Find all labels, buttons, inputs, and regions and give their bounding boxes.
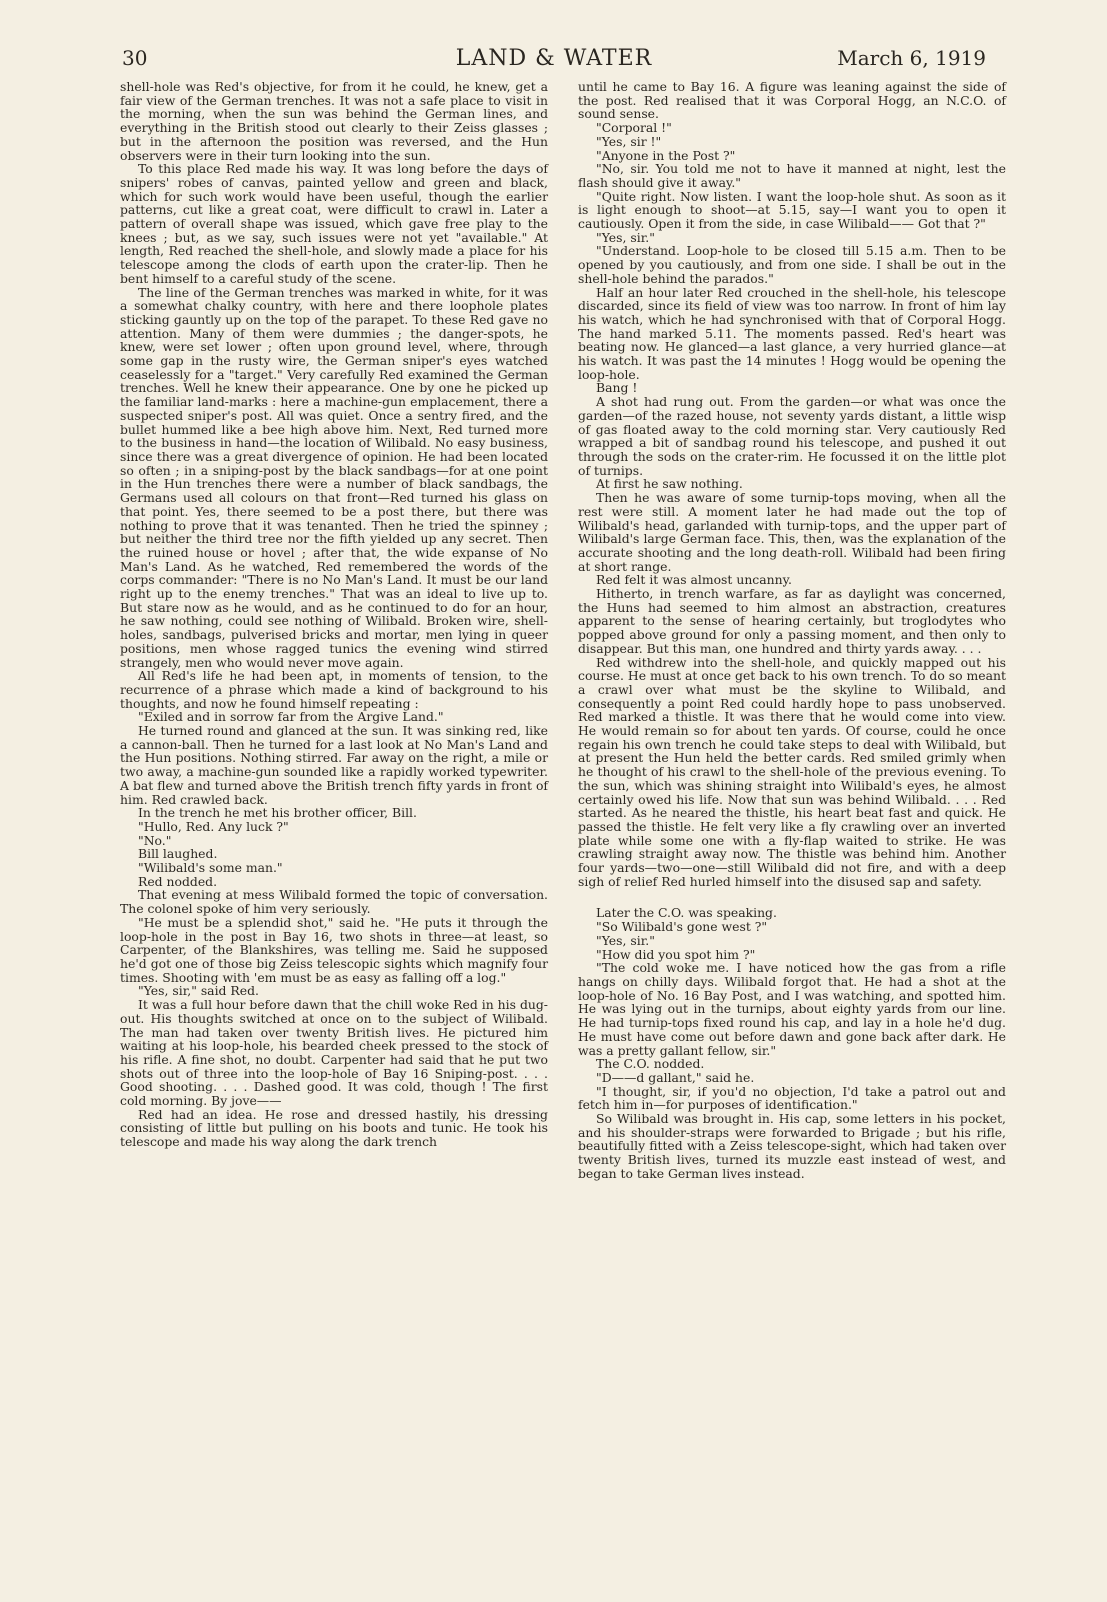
paragraph: Then he was aware of some turnip-tops moving, when all the rest were still. A moment later he had made out the top of Wilibald's head, garlanded with turnip-tops, and the upper part of Wilibald's large German face. This, then, was the explanation of the accurate shooting and the long death-roll. Wilibald had been firing at short range. bbox=[578, 490, 1006, 574]
paragraph: "Yes, sir." bbox=[596, 932, 655, 948]
paragraph: Red nodded. bbox=[138, 873, 218, 889]
paragraph: "Wilibald's some man." bbox=[138, 860, 283, 876]
right-column bbox=[578, 80, 1006, 1181]
paragraph: "Anyone in the Post ?" bbox=[596, 147, 736, 163]
paragraph: All Red's life he had been apt, in moments of tension, to the recurrence of a phrase which made a kind of background to his thoughts, and now he found himself repeating : bbox=[120, 668, 548, 711]
page-header bbox=[122, 46, 986, 76]
paragraph: Bill laughed. bbox=[138, 846, 218, 862]
paragraph: until he came to Bay 16. A figure was leaning against the side of the post. Red realised that it was Corporal Hogg, an N.C.O. of sound sense. bbox=[578, 79, 1006, 122]
paragraph: "Hullo, Red. Any luck ?" bbox=[138, 818, 289, 834]
paragraph: That evening at mess Wilibald formed the topic of conversation. The colonel spoke of him very seriously. bbox=[120, 887, 548, 917]
paragraph: The C.O. nodded. bbox=[596, 1056, 705, 1072]
paragraph: Half an hour later Red crouched in the shell-hole, his telescope discarded, since its field of view was too narrow. In front of him lay his watch, which he had synchronised with that of Corporal Hogg. The hand marked 5.11. The moments passed. Red's heart was beating now. He glanced—a last glance, a very hurried glance—at his watch. It was past the 14 minutes ! Hogg would be opening the loop-hole. bbox=[578, 284, 1006, 382]
paragraph: The line of the German trenches was marked in white, for it was a somewhat chalky country, with here and there loophole plates sticking gauntly up on the top of the parapet. To these Red gave no attention. Many of them were dummies ; the danger-spots, he knew, were set lower ; often upon ground level, where, through some gap in the rusty wire, the German sniper's eyes watched ceaselessly for a "target." Very carefully Red examined the German trenches. Well he knew their appearance. One by one he picked up the familiar land-marks : here a machine-gun emplacement, there a suspected sniper's post. All was quiet. Once a sentry fired, and the bullet hummed like a bee high above him. Next, Red turned more to the business in hand—the location of Wilibald. No easy business, since there was a great divergence of opinion. He had been located so often ; in a sniping-post by the black sandbags—for at one point in the Hun trenches there were a number of black sandbags, the Germans used all colours on that front—Red turned his glass on that point. Yes, there seemed to be a post there, but there was nothing to prove that it was tenanted. Then he tried the spinney ; but neither the third tree nor the fifth yielded up any secret. Then the ruined house or hovel ; after that, the wide expanse of No Man's Land. As he watched, Red remembered the words of the corps commander: "There is no No Man's Land. It must be our land right up to the enemy trenches." That was an ideal to live up to. But stare now as he would, and as he continued to do for an hour, he saw nothing, could see nothing of Wilibald. Broken wire, shell-holes, sandbags, pulverised bricks and mortar, men lying in queer positions, men whose ragged tunics the evening wind stirred strangely, men who would never move again. bbox=[120, 284, 548, 670]
paragraph: At first he saw nothing. bbox=[596, 476, 743, 492]
paragraph: Bang ! bbox=[596, 380, 638, 396]
paragraph: To this place Red made his way. It was long before the days of snipers' robes of canvas, painted yellow and green and black, which for such work would have been useful, though the earlier patterns, cut like a great coat, were difficult to crawl in. Later a pattern of overall shape was issued, which gave free play to the knees ; but, as we say, such issues were not yet "available." At length, Red reached the shell-hole, and slowly made a place for his telescope among the clods of earth upon the crater-lip. Then he bent himself to a careful study of the scene. bbox=[120, 161, 548, 286]
paragraph: "No." bbox=[138, 832, 172, 848]
paragraph: "Understand. Loop-hole to be closed till 5.15 a.m. Then to be opened by you cautiously, and from one side. I shall be out in the shell-hole behind the parados." bbox=[578, 243, 1006, 286]
paragraph: Red had an idea. He rose and dressed hastily, his dressing consisting of little but pulling on his boots and tunic. He took his telescope and made his way along the dark trench bbox=[120, 1106, 548, 1150]
paragraph: In the trench he met his brother officer, Bill. bbox=[138, 805, 417, 821]
paragraph: Red withdrew into the shell-hole, and quickly mapped out his course. He must at once get back to his own trench. To do so meant a crawl over what must be the skyline to Wilibald, and consequently a point Red could hardly hope to pass unobserved. Red marked a thistle. It was there that he would come into view. He would remain so for about ten yards. Of course, could he once regain his own trench he could take steps to deal with Wilibald, but at present the Hun held the better cards. Red smiled grimly when he thought of his crawl to the shell-hole of the previous evening. To the sun, which was shining straight into Wilibald's eyes, he almost certainly owed his life. Now that sun was behind Wilibald. . . . Red started. As he neared the thistle, his heart beat fast and quick. He passed the thistle. He felt very like a fly crawling over an inverted plate while some one with a fly-flap waited to strike. He was crawling straight away now. The thistle was behind him. Another four yards—two—one—still Wilibald did not fire, and with a deep sigh of relief Red hurled himself into the disused sap and safety. bbox=[578, 654, 1006, 889]
paragraph: "Yes, sir !" bbox=[596, 133, 662, 149]
paragraph: It was a full hour before dawn that the chill woke Red in his dug-out. His thoughts switched at once on to the subject of Wilibald. The man had taken over twenty British lives. He pictured him waiting at his loop-hole, his bearded cheek pressed to the stock of his rifle. A fine shot, no doubt. Carpenter had said that he put two shots out of three into the loop-hole of Bay 16 Sniping-post. . . . Good shooting. . . . Dashed good. It was cold, though ! The first cold morning. By jove—— bbox=[120, 997, 548, 1109]
paragraph: "Corporal !" bbox=[596, 120, 672, 136]
paragraph: "No, sir. You told me not to have it manned at night, lest the flash should give it away." bbox=[578, 161, 1006, 190]
left-column bbox=[120, 80, 548, 1149]
paragraph: shell-hole was Red's objective, for from it he could, he knew, get a fair view of the German trenches. It was not a safe place to visit in the morning, when the sun was behind the German lines, and everything in the British stood out clearly to their Zeiss glasses ; but in the afternoon the position was reversed, and the Hun observers were in their turn looking into the sun. bbox=[120, 79, 548, 163]
paragraph: Red felt it was almost uncanny. bbox=[596, 572, 792, 588]
paragraph: So Wilibald was brought in. His cap, some letters in his pocket, and his shoulder-straps were forwarded to Brigade ; but his rifle, beautifully fitted with a Zeiss telescope-sight, which had taken over twenty British lives, turned its muzzle east instead of west, and began to take German lives instead. bbox=[578, 1111, 1006, 1181]
paragraph: "I thought, sir, if you'd no objection, I'd take a patrol out and fetch him in—for purposes of identification." bbox=[578, 1083, 1006, 1113]
paragraph: He turned round and glanced at the sun. It was sinking red, like a cannon-ball. Then he turned for a last look at No Man's Land and the Hun positions. Nothing stirred. Far away on the right, a mile or two away, a machine-gun sounded like a rapidly worked typewriter. A bat flew and turned above the British trench fifty yards in front of him. Red crawled back. bbox=[120, 723, 548, 807]
publication-title: LAND & WATER bbox=[455, 46, 653, 71]
paragraph: "The cold woke me. I have noticed how the gas from a rifle hangs on chilly days. Wilibald forgot that. He had a shot at the loop-hole of No. 16 Bay Post, and I was watching, and spotted him. He was lying out in the turnips, about eighty yards from our line. He had turnip-tops fixed round his cap, and lay in a hole he'd dug. He must have come out before dawn and gone back after dark. He was a pretty gallant fellow, sir." bbox=[578, 960, 1006, 1058]
paragraph: "Yes, sir." bbox=[596, 229, 655, 245]
paragraph: "Exiled and in sorrow far from the Argive Land." bbox=[138, 709, 444, 725]
paragraph: A shot had rung out. From the garden—or what was once the garden—of the razed house, not seventy yards distant, a little wisp of gas floated away to the cold morning star. Very cautiously Red wrapped a bit of sandbag round his telescope, and pushed it out through the sods on the crater-rim. He focussed it on the little plot of turnips. bbox=[578, 394, 1006, 478]
paragraph: "Quite right. Now listen. I want the loop-hole shut. As soon as it is light enough to shoot—at 5.15, say—I want you to open it cautiously. Open it from the side, in case Wilibald—— Got that ?" bbox=[578, 188, 1006, 232]
paragraph: "How did you spot him ?" bbox=[596, 946, 756, 962]
paragraph: "So Wilibald's gone west ?" bbox=[596, 919, 768, 935]
paragraph: Later the C.O. was speaking. bbox=[596, 905, 777, 921]
paragraph: Hitherto, in trench warfare, as far as daylight was concerned, the Huns had seemed to him almost an abstraction, creatures apparent to the sense of hearing certainly, but troglodytes who popped above ground for only a passing moment, and then only to disappear. But this man, one hundred and thirty yards away. . . . bbox=[578, 586, 1006, 656]
issue-date: March 6, 1919 bbox=[837, 46, 986, 70]
page-number: 30 bbox=[122, 46, 148, 70]
paragraph: "D——d gallant," said he. bbox=[596, 1069, 755, 1085]
paragraph: "Yes, sir," said Red. bbox=[138, 983, 259, 999]
paragraph: "He must be a splendid shot," said he. "He puts it through the loop-hole in the post in Bay 16, two shots in three—at least, so Carpenter, of the Blankshires, was telling me. Said he supposed he'd got one of those big Zeiss telescopic sights which magnify four times. Shooting with 'em must be as easy as falling off a log." bbox=[120, 914, 548, 985]
